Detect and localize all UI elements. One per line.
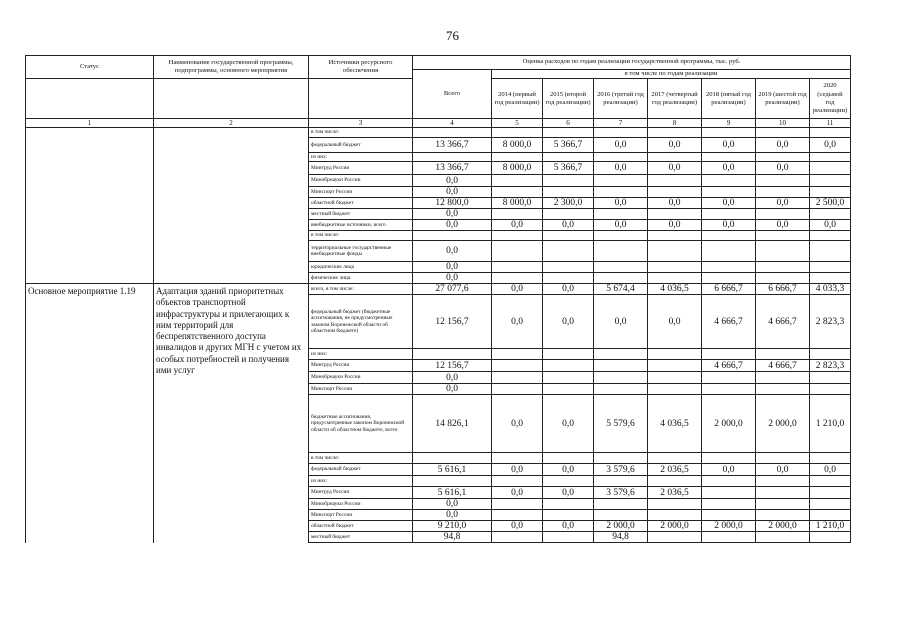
header-sources: Источники ресурсного обеспечения <box>309 56 413 79</box>
year-value <box>810 262 851 273</box>
year-value <box>648 360 702 372</box>
year-value: 0,0 <box>492 464 543 476</box>
year-value <box>810 532 851 543</box>
source-label: областной бюджет <box>309 521 413 532</box>
year-value <box>543 510 594 521</box>
year-value <box>543 349 594 360</box>
source-label: юридические лица <box>309 262 413 273</box>
year-value <box>702 209 756 220</box>
header-name: Наименование государственной программы, подпрограммы, основного мероприятия <box>154 56 309 79</box>
year-value <box>492 241 543 262</box>
year-value <box>492 273 543 284</box>
year-value <box>810 273 851 284</box>
header-year: 2014 (первый год реализации) <box>492 79 543 119</box>
year-value <box>810 510 851 521</box>
year-value: 0,0 <box>810 464 851 476</box>
year-value <box>702 499 756 510</box>
source-label: Минтруд России <box>309 162 413 175</box>
total-value <box>413 349 492 360</box>
year-value <box>702 510 756 521</box>
year-value <box>594 187 648 198</box>
year-value <box>756 273 810 284</box>
year-value <box>492 175 543 187</box>
year-value: 4 666,7 <box>756 360 810 372</box>
year-value <box>648 349 702 360</box>
column-index: 7 <box>594 119 648 128</box>
year-value: 0,0 <box>810 220 851 231</box>
year-value: 5 366,7 <box>543 138 594 153</box>
total-value <box>413 453 492 464</box>
source-label: федеральный бюджет (бюджетные ассигнования, не предусмотренные законом Воронежской области об областном бюджете) <box>309 295 413 349</box>
year-value <box>492 360 543 372</box>
total-value: 27 077,6 <box>413 284 492 295</box>
year-value <box>492 128 543 138</box>
year-value <box>648 273 702 284</box>
year-value: 3 579,6 <box>594 487 648 499</box>
year-value <box>648 175 702 187</box>
source-label: Минтруд России <box>309 360 413 372</box>
year-value: 6 666,7 <box>702 284 756 295</box>
year-value <box>702 241 756 262</box>
total-value: 14 826,1 <box>413 395 492 453</box>
year-value <box>810 153 851 162</box>
year-value: 0,0 <box>543 464 594 476</box>
source-label: Минспорт России <box>309 187 413 198</box>
year-value <box>543 476 594 487</box>
total-value: 9 210,0 <box>413 521 492 532</box>
year-value <box>648 499 702 510</box>
year-value <box>756 231 810 241</box>
column-index: 1 <box>26 119 154 128</box>
year-value <box>492 372 543 384</box>
total-value: 0,0 <box>413 262 492 273</box>
column-index-row <box>26 119 851 128</box>
year-value <box>810 128 851 138</box>
header-total: Всего <box>413 70 492 119</box>
year-value <box>702 384 756 395</box>
year-value: 0,0 <box>492 220 543 231</box>
year-value: 0,0 <box>702 198 756 209</box>
source-label: областной бюджет <box>309 198 413 209</box>
year-value: 2 000,0 <box>594 521 648 532</box>
year-value <box>648 231 702 241</box>
total-value: 12 156,7 <box>413 360 492 372</box>
year-value <box>594 241 648 262</box>
year-value <box>594 453 648 464</box>
year-value: 0,0 <box>492 284 543 295</box>
year-value: 4 666,7 <box>702 295 756 349</box>
column-index: 10 <box>756 119 810 128</box>
year-value: 0,0 <box>543 487 594 499</box>
source-label: из них: <box>309 153 413 162</box>
source-label: Минобрнауки России <box>309 499 413 510</box>
year-value: 0,0 <box>648 220 702 231</box>
year-value: 2 823,3 <box>810 295 851 349</box>
year-value <box>543 153 594 162</box>
source-label: из них: <box>309 476 413 487</box>
year-value <box>594 262 648 273</box>
source-label: федеральный бюджет <box>309 138 413 153</box>
year-value <box>543 532 594 543</box>
year-value <box>756 209 810 220</box>
year-value <box>702 128 756 138</box>
year-value <box>810 187 851 198</box>
header-year: 2016 (третий год реализации) <box>594 79 648 119</box>
year-value: 0,0 <box>492 521 543 532</box>
source-label: Минобрнауки России <box>309 372 413 384</box>
year-value: 0,0 <box>594 198 648 209</box>
table-row <box>26 284 851 295</box>
total-value <box>413 231 492 241</box>
year-value: 0,0 <box>648 162 702 175</box>
source-label: внебюджетные источники, всего <box>309 220 413 231</box>
year-value: 4 036,5 <box>648 395 702 453</box>
source-label: в том числе: <box>309 453 413 464</box>
year-value: 5 366,7 <box>543 162 594 175</box>
page-number: 76 <box>446 28 459 43</box>
year-value <box>756 532 810 543</box>
total-value: 0,0 <box>413 273 492 284</box>
year-value <box>756 187 810 198</box>
column-index: 5 <box>492 119 543 128</box>
year-value <box>492 153 543 162</box>
year-value <box>594 349 648 360</box>
year-value: 1 210,0 <box>810 521 851 532</box>
source-label: всего, в том числе: <box>309 284 413 295</box>
year-value <box>756 487 810 499</box>
year-value <box>810 372 851 384</box>
year-value: 0,0 <box>756 162 810 175</box>
year-value <box>543 231 594 241</box>
year-value: 0,0 <box>543 284 594 295</box>
header-by-years: в том числе по годам реализации <box>492 70 851 79</box>
year-value <box>648 476 702 487</box>
year-value <box>543 262 594 273</box>
table-header <box>26 56 851 119</box>
year-value <box>594 510 648 521</box>
year-value <box>594 360 648 372</box>
year-value <box>648 510 702 521</box>
year-value <box>543 360 594 372</box>
year-value: 8 000,0 <box>492 138 543 153</box>
total-value: 0,0 <box>413 220 492 231</box>
total-value: 0,0 <box>413 175 492 187</box>
year-value: 0,0 <box>543 521 594 532</box>
year-value: 2 000,0 <box>756 395 810 453</box>
column-index: 9 <box>702 119 756 128</box>
year-value: 0,0 <box>756 220 810 231</box>
year-value: 0,0 <box>594 220 648 231</box>
year-value: 0,0 <box>810 138 851 153</box>
year-value: 4 666,7 <box>702 360 756 372</box>
year-value <box>594 384 648 395</box>
year-value <box>756 128 810 138</box>
year-value <box>810 487 851 499</box>
event-status: Основное мероприятие 1.19 <box>26 284 154 543</box>
year-value: 1 210,0 <box>810 395 851 453</box>
year-value: 0,0 <box>702 464 756 476</box>
source-label: Минтруд России <box>309 487 413 499</box>
source-label: местный бюджет <box>309 532 413 543</box>
source-label: Минспорт России <box>309 510 413 521</box>
year-value <box>492 262 543 273</box>
year-value: 6 666,7 <box>756 284 810 295</box>
total-value: 12 800,0 <box>413 198 492 209</box>
source-label: Минспорт России <box>309 384 413 395</box>
year-value <box>648 187 702 198</box>
year-value: 4 036,5 <box>648 284 702 295</box>
column-index: 6 <box>543 119 594 128</box>
year-value: 0,0 <box>702 138 756 153</box>
year-value <box>756 175 810 187</box>
year-value <box>810 349 851 360</box>
year-value: 0,0 <box>756 464 810 476</box>
year-value: 0,0 <box>543 220 594 231</box>
header-year: 2015 (второй год реализации) <box>543 79 594 119</box>
column-index: 8 <box>648 119 702 128</box>
total-value: 0,0 <box>413 510 492 521</box>
header-name-cont <box>154 79 309 119</box>
budget-table <box>25 55 851 543</box>
total-value <box>413 476 492 487</box>
total-value <box>413 128 492 138</box>
header-status: Статус <box>26 56 154 79</box>
header-year: 2020 (седьмой год реализации) <box>810 79 851 119</box>
year-value <box>543 499 594 510</box>
year-value: 0,0 <box>594 295 648 349</box>
column-index: 11 <box>810 119 851 128</box>
total-value: 94,8 <box>413 532 492 543</box>
column-index: 3 <box>309 119 413 128</box>
year-value <box>492 187 543 198</box>
year-value <box>492 532 543 543</box>
year-value: 2 000,0 <box>756 521 810 532</box>
year-value <box>810 384 851 395</box>
total-value <box>413 153 492 162</box>
year-value <box>702 487 756 499</box>
year-value <box>702 231 756 241</box>
year-value <box>810 162 851 175</box>
year-value <box>543 372 594 384</box>
year-value <box>492 384 543 395</box>
year-value <box>702 187 756 198</box>
total-value: 0,0 <box>413 372 492 384</box>
year-value <box>492 209 543 220</box>
total-value: 5 616,1 <box>413 487 492 499</box>
year-value: 5 579,6 <box>594 395 648 453</box>
year-value: 4 033,3 <box>810 284 851 295</box>
year-value <box>702 262 756 273</box>
name-cell-empty <box>154 128 309 284</box>
year-value <box>594 153 648 162</box>
year-value <box>543 241 594 262</box>
year-value <box>756 499 810 510</box>
year-value <box>543 384 594 395</box>
table-body <box>26 119 851 543</box>
year-value <box>594 209 648 220</box>
year-value <box>756 349 810 360</box>
year-value: 0,0 <box>648 198 702 209</box>
total-value: 0,0 <box>413 241 492 262</box>
total-value: 0,0 <box>413 499 492 510</box>
year-value <box>648 209 702 220</box>
year-value <box>648 372 702 384</box>
year-value <box>702 349 756 360</box>
year-value <box>702 476 756 487</box>
source-label: из них: <box>309 349 413 360</box>
year-value <box>810 476 851 487</box>
year-value <box>594 175 648 187</box>
year-value <box>648 262 702 273</box>
total-value: 5 616,1 <box>413 464 492 476</box>
source-label: бюджетные ассигнования, предусмотренные законом Воронежской области об областном бюджете, всего <box>309 395 413 453</box>
total-value: 13 366,7 <box>413 162 492 175</box>
year-value <box>702 153 756 162</box>
total-value: 0,0 <box>413 187 492 198</box>
year-value: 94,8 <box>594 532 648 543</box>
year-value <box>492 349 543 360</box>
source-label: местный бюджет <box>309 209 413 220</box>
year-value <box>492 499 543 510</box>
year-value: 2 823,3 <box>810 360 851 372</box>
year-value <box>702 372 756 384</box>
year-value: 0,0 <box>492 295 543 349</box>
year-value <box>702 175 756 187</box>
header-status-cont <box>26 79 154 119</box>
year-value <box>648 128 702 138</box>
source-label: территориальные государственные внебюджетные фонды <box>309 241 413 262</box>
year-value: 0,0 <box>492 487 543 499</box>
year-value <box>702 273 756 284</box>
total-value: 13 366,7 <box>413 138 492 153</box>
status-cell-empty <box>26 128 154 284</box>
year-value <box>756 384 810 395</box>
year-value <box>594 273 648 284</box>
year-value <box>648 153 702 162</box>
year-value <box>594 128 648 138</box>
header-year: 2017 (четвертый год реализации) <box>648 79 702 119</box>
total-value: 12 156,7 <box>413 295 492 349</box>
year-value <box>543 453 594 464</box>
year-value: 8 000,0 <box>492 198 543 209</box>
year-value <box>543 209 594 220</box>
year-value <box>756 153 810 162</box>
year-value: 2 000,0 <box>702 521 756 532</box>
year-value <box>492 510 543 521</box>
year-value <box>756 476 810 487</box>
year-value <box>648 453 702 464</box>
year-value <box>810 241 851 262</box>
year-value: 2 036,5 <box>648 464 702 476</box>
header-cost-estimate: Оценка расходов по годам реализации государственной программы, тыс. руб. <box>413 56 851 70</box>
year-value <box>543 273 594 284</box>
year-value: 4 666,7 <box>756 295 810 349</box>
year-value <box>810 209 851 220</box>
header-sources-cont <box>309 79 413 119</box>
year-value: 0,0 <box>594 138 648 153</box>
year-value <box>810 453 851 464</box>
year-value <box>594 476 648 487</box>
year-value: 0,0 <box>492 395 543 453</box>
year-value <box>543 187 594 198</box>
year-value: 5 674,4 <box>594 284 648 295</box>
source-label: федеральный бюджет <box>309 464 413 476</box>
year-value <box>543 128 594 138</box>
year-value <box>594 499 648 510</box>
year-value <box>702 453 756 464</box>
year-value: 0,0 <box>594 162 648 175</box>
year-value: 0,0 <box>756 198 810 209</box>
source-label: физические лица <box>309 273 413 284</box>
year-value <box>492 453 543 464</box>
source-label: Минобрнауки России <box>309 175 413 187</box>
year-value <box>756 453 810 464</box>
event-name: Адаптация зданий приоритетных объектов транспортной инфраструктуры и прилегающих к ним территорий для беспрепятственного доступа инвалидов и других МГН с учетом их особых потребностей и получения ими услуг <box>154 284 309 543</box>
year-value <box>648 532 702 543</box>
year-value: 0,0 <box>702 220 756 231</box>
year-value: 3 579,6 <box>594 464 648 476</box>
year-value <box>756 262 810 273</box>
year-value: 2 300,0 <box>543 198 594 209</box>
year-value <box>492 231 543 241</box>
column-index: 4 <box>413 119 492 128</box>
year-value <box>756 510 810 521</box>
year-value: 0,0 <box>756 138 810 153</box>
total-value: 0,0 <box>413 384 492 395</box>
year-value <box>648 384 702 395</box>
year-value: 2 000,0 <box>648 521 702 532</box>
year-value <box>492 476 543 487</box>
header-year: 2018 (пятый год реализации) <box>702 79 756 119</box>
year-value: 0,0 <box>648 295 702 349</box>
year-value: 0,0 <box>648 138 702 153</box>
year-value <box>810 175 851 187</box>
year-value: 0,0 <box>543 295 594 349</box>
year-value <box>756 241 810 262</box>
source-label: в том числе: <box>309 231 413 241</box>
total-value: 0,0 <box>413 209 492 220</box>
year-value <box>594 231 648 241</box>
table-row <box>26 128 851 138</box>
source-label: в том числе: <box>309 128 413 138</box>
year-value: 2 500,0 <box>810 198 851 209</box>
year-value <box>702 532 756 543</box>
year-value <box>756 372 810 384</box>
year-value: 2 000,0 <box>702 395 756 453</box>
year-value <box>810 231 851 241</box>
year-value <box>648 241 702 262</box>
header-year: 2019 (шестой год реализации) <box>756 79 810 119</box>
year-value: 0,0 <box>543 395 594 453</box>
year-value <box>594 372 648 384</box>
year-value <box>543 175 594 187</box>
year-value: 2 036,5 <box>648 487 702 499</box>
column-index: 2 <box>154 119 309 128</box>
year-value: 0,0 <box>702 162 756 175</box>
year-value: 8 000,0 <box>492 162 543 175</box>
year-value <box>810 499 851 510</box>
